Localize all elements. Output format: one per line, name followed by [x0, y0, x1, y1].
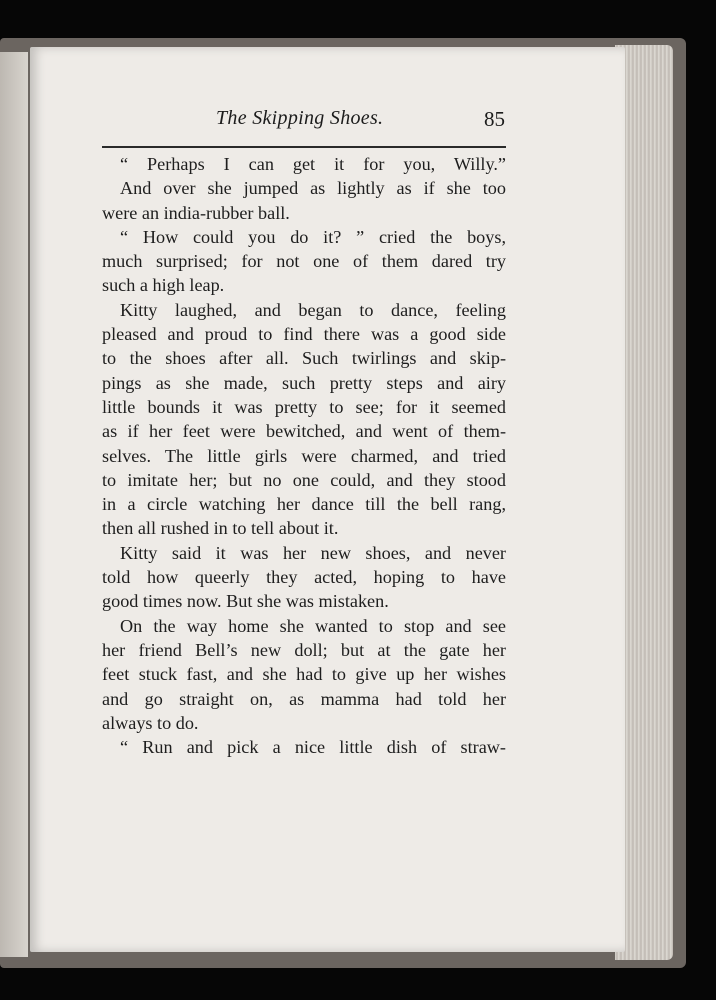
- text-line: much surprised; for not one of them dared try: [102, 251, 506, 272]
- text-line: to imitate her; but no one could, and they stood: [102, 469, 506, 490]
- text-line: “ Run and pick a nice little dish of straw-: [120, 737, 506, 758]
- text-line: pleased and proud to find there was a good side: [102, 324, 506, 345]
- text-line: Kitty laughed, and began to dance, feeling: [120, 299, 506, 320]
- text-line: “ How could you do it? ” cried the boys,: [120, 226, 506, 247]
- text-line: pings as she made, such pretty steps and airy: [102, 372, 506, 393]
- text-line: told how queerly they acted, hoping to have: [102, 567, 506, 588]
- text-line: and go straight on, as mamma had told her: [102, 688, 506, 709]
- text-line: “ Perhaps I can get it for you, Willy.”: [120, 154, 506, 174]
- text-line: Kitty said it was her new shoes, and never: [120, 542, 506, 563]
- text-line: feet stuck fast, and she had to give up her wishes: [102, 664, 506, 685]
- text-line: were an india-rubber ball.: [102, 202, 290, 223]
- text-line: good times now. But she was mistaken.: [102, 591, 389, 612]
- header-rule: [102, 146, 506, 148]
- text-line: in a circle watching her dance till the bell rang,: [102, 494, 506, 515]
- running-title: The Skipping Shoes.: [216, 107, 384, 129]
- text-line: selves. The little girls were charmed, and tried: [102, 445, 506, 466]
- text-line: her friend Bell’s new doll; but at the gate her: [102, 639, 506, 660]
- text-line: And over she jumped as lightly as if she too: [120, 178, 506, 199]
- text-line: then all rushed in to tell about it.: [102, 518, 339, 539]
- text-line: to the shoes after all. Such twirlings and skip-: [102, 348, 506, 369]
- page-number: 85: [484, 107, 505, 131]
- page-header: [0, 107, 716, 137]
- text-line: On the way home she wanted to stop and see: [120, 615, 506, 636]
- text-line: such a high leap.: [102, 275, 225, 296]
- text-line: little bounds it was pretty to see; for it seemed: [102, 396, 506, 417]
- left-page-edge: [0, 52, 28, 957]
- body-text: [102, 152, 506, 759]
- text-line: as if her feet were bewitched, and went of them-: [102, 421, 506, 442]
- text-line: always to do.: [102, 712, 199, 733]
